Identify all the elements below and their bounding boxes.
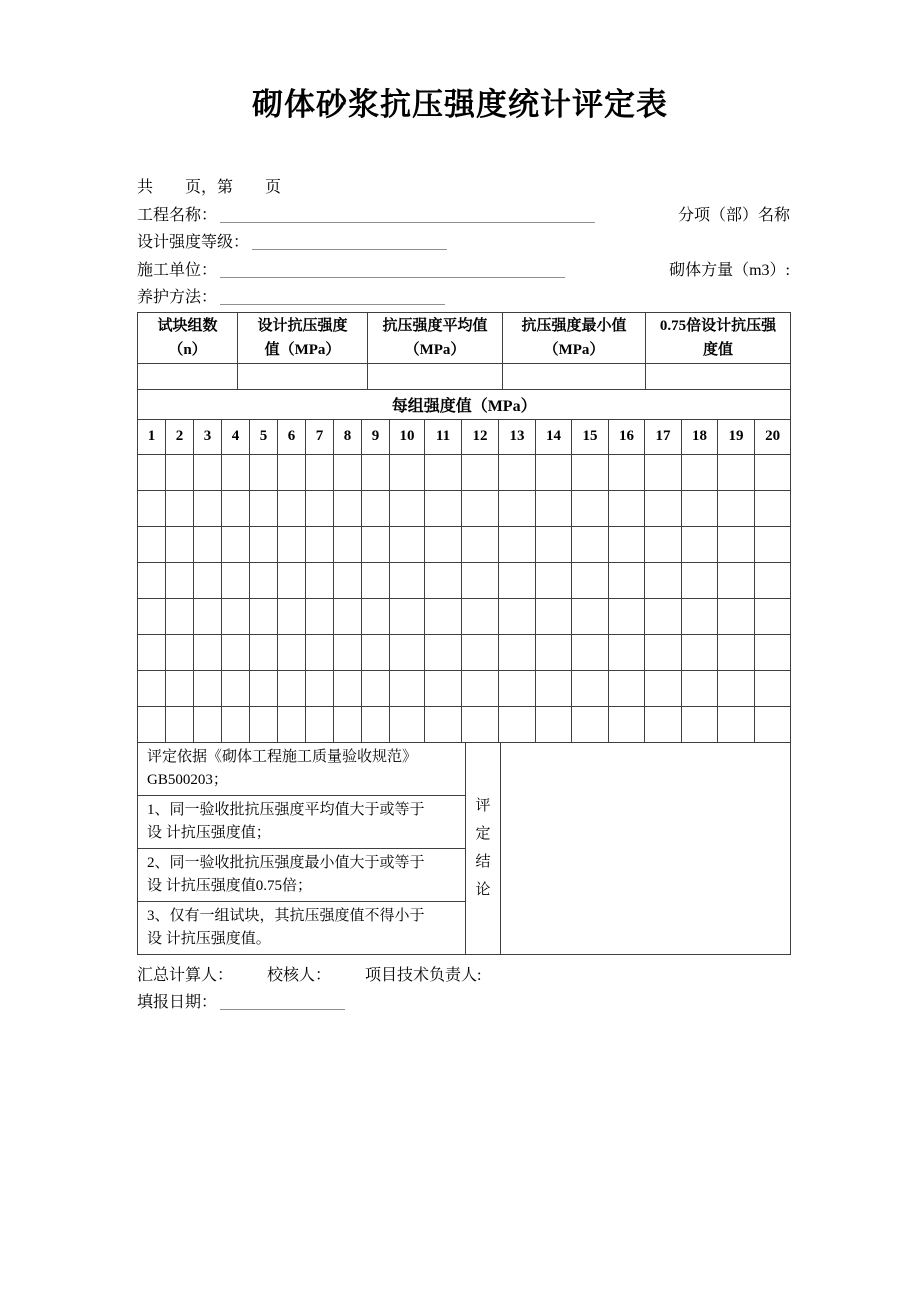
summary-col-design xyxy=(238,312,368,363)
strength-grid-cell xyxy=(499,706,536,742)
strength-grid-row xyxy=(138,562,791,598)
strength-grid-cell xyxy=(425,490,462,526)
strength-col-number: 11 xyxy=(425,419,462,454)
summary-col-minimum xyxy=(503,312,646,363)
form-footer xyxy=(137,962,790,1016)
strength-grid-cell xyxy=(536,526,572,562)
strength-grid-cell xyxy=(755,706,791,742)
strength-grid-cell xyxy=(718,670,755,706)
conclusion-value-cell xyxy=(501,742,791,954)
summary-col-groups-line1: 试块组数 xyxy=(157,317,218,334)
strength-grid-cell xyxy=(755,454,791,490)
tech-director-label: 项目技术负责人: xyxy=(365,966,482,984)
strength-grid-cell xyxy=(166,562,194,598)
design-grade-label: 设计强度等级： xyxy=(137,234,250,251)
strength-grid-cell xyxy=(425,670,462,706)
strength-grid-cell xyxy=(645,562,682,598)
strength-grid-cell xyxy=(306,490,334,526)
strength-grid-cell xyxy=(138,706,166,742)
strength-grid-row xyxy=(138,454,791,490)
strength-grid-cell xyxy=(425,598,462,634)
strength-grid-cell xyxy=(306,670,334,706)
form-header xyxy=(137,174,790,312)
strength-grid-cell xyxy=(462,526,499,562)
strength-grid-cell xyxy=(138,526,166,562)
strength-col-number: 8 xyxy=(334,419,362,454)
strength-grid-cell xyxy=(222,526,250,562)
criterion-1-cell xyxy=(138,795,466,848)
strength-grid-cell xyxy=(682,634,718,670)
strength-grid-cell xyxy=(166,670,194,706)
strength-grid-cell xyxy=(645,490,682,526)
criterion-1-line1: 1、同一验收批抗压强度平均值大于或等于 xyxy=(147,801,425,818)
strength-grid-cell xyxy=(194,562,222,598)
summary-table xyxy=(137,312,791,390)
summary-col-average-line1: 抗压强度平均值 xyxy=(382,317,488,334)
strength-grid-cell xyxy=(334,706,362,742)
construction-unit-label: 施工单位： xyxy=(137,261,218,279)
strength-grid-cell xyxy=(609,454,645,490)
conclusion-char: 结 xyxy=(475,853,491,870)
strength-col-number: 4 xyxy=(222,419,250,454)
evaluation-basis-line2: GB500203； xyxy=(147,771,228,788)
strength-grid-cell xyxy=(718,634,755,670)
strength-grid-cell xyxy=(536,634,572,670)
summary-col-minimum-line2: （MPa） xyxy=(543,341,605,358)
strength-grid-cell xyxy=(609,598,645,634)
strength-col-number: 20 xyxy=(755,419,791,454)
strength-grid-cell xyxy=(250,670,278,706)
strength-grid-cell xyxy=(278,490,306,526)
strength-grid-cell xyxy=(536,598,572,634)
strength-grid-cell xyxy=(278,526,306,562)
summary-col-075 xyxy=(646,312,791,363)
strength-grid-cell xyxy=(499,454,536,490)
strength-grid-cell xyxy=(718,526,755,562)
strength-grid-cell xyxy=(755,670,791,706)
strength-grid-row xyxy=(138,706,791,742)
strength-grid-cell xyxy=(718,454,755,490)
strength-grid-cell xyxy=(718,490,755,526)
summary-values-row xyxy=(138,363,791,389)
summary-col-075-line2: 度值 xyxy=(702,341,733,358)
construction-unit-line xyxy=(137,257,790,285)
strength-grid-row xyxy=(138,490,791,526)
strength-grid-cell xyxy=(306,454,334,490)
strength-grid-cell xyxy=(462,562,499,598)
summary-col-groups xyxy=(138,312,238,363)
strength-grid-cell xyxy=(572,526,609,562)
strength-grid-cell xyxy=(194,670,222,706)
summary-calculator-label: 汇总计算人： xyxy=(137,966,234,984)
evaluation-basis-row xyxy=(138,742,791,795)
strength-grid-cell xyxy=(222,454,250,490)
strength-grid-cell xyxy=(334,598,362,634)
strength-grid-cell xyxy=(718,598,755,634)
strength-col-number: 13 xyxy=(499,419,536,454)
strength-grid-cell xyxy=(390,670,425,706)
strength-grid-cell xyxy=(645,598,682,634)
strength-grid-cell xyxy=(609,706,645,742)
strength-grid-cell xyxy=(306,598,334,634)
strength-grid-cell xyxy=(138,490,166,526)
strength-grid-cell xyxy=(390,706,425,742)
strength-grid-cell xyxy=(194,706,222,742)
strength-grid-cell xyxy=(462,454,499,490)
strength-grid-cell xyxy=(390,634,425,670)
strength-table xyxy=(137,389,791,743)
evaluation-table xyxy=(137,742,791,955)
strength-grid-cell xyxy=(572,490,609,526)
strength-grid-cell xyxy=(572,706,609,742)
strength-grid-cell xyxy=(645,670,682,706)
strength-col-number: 3 xyxy=(194,419,222,454)
strength-col-number: 15 xyxy=(572,419,609,454)
strength-grid-cell xyxy=(462,706,499,742)
summary-value-cell xyxy=(646,363,791,389)
strength-grid-cell xyxy=(645,526,682,562)
strength-grid-cell xyxy=(250,454,278,490)
strength-grid-cell xyxy=(250,526,278,562)
strength-grid-cell xyxy=(222,634,250,670)
design-grade-line xyxy=(137,229,790,257)
strength-grid-cell xyxy=(166,490,194,526)
strength-group-header-row xyxy=(138,389,791,419)
criterion-3-cell xyxy=(138,901,466,954)
strength-grid-cell xyxy=(362,706,390,742)
strength-col-number: 18 xyxy=(682,419,718,454)
strength-grid-cell xyxy=(222,670,250,706)
strength-grid-cell xyxy=(138,598,166,634)
evaluation-basis-line1: 评定依据《砌体工程施工质量验收规范》 xyxy=(147,748,418,765)
strength-grid-cell xyxy=(755,490,791,526)
strength-grid-row xyxy=(138,634,791,670)
strength-grid-cell xyxy=(755,526,791,562)
strength-grid-body xyxy=(138,454,791,742)
project-name-label: 工程名称： xyxy=(137,206,218,224)
strength-grid-cell xyxy=(250,706,278,742)
strength-col-number: 7 xyxy=(306,419,334,454)
strength-grid-cell xyxy=(194,454,222,490)
strength-grid-cell xyxy=(390,526,425,562)
strength-grid-cell xyxy=(306,706,334,742)
strength-grid-cell xyxy=(222,598,250,634)
strength-col-number: 12 xyxy=(462,419,499,454)
strength-grid-cell xyxy=(609,526,645,562)
strength-grid-cell xyxy=(499,670,536,706)
strength-col-number: 5 xyxy=(250,419,278,454)
strength-grid-cell xyxy=(194,634,222,670)
strength-grid-cell xyxy=(609,634,645,670)
strength-grid-cell xyxy=(755,598,791,634)
conclusion-char: 论 xyxy=(475,881,491,898)
strength-grid-cell xyxy=(334,454,362,490)
strength-grid-cell xyxy=(138,634,166,670)
conclusion-label-cell xyxy=(466,742,501,954)
summary-value-cell xyxy=(138,363,238,389)
curing-method-line xyxy=(137,284,790,312)
strength-grid-cell xyxy=(609,562,645,598)
strength-grid-cell xyxy=(250,634,278,670)
construction-unit-blank xyxy=(220,264,565,278)
strength-grid-cell xyxy=(222,490,250,526)
strength-col-number: 16 xyxy=(609,419,645,454)
strength-grid-cell xyxy=(334,526,362,562)
strength-grid-cell xyxy=(718,706,755,742)
strength-grid-cell xyxy=(390,598,425,634)
strength-grid-cell xyxy=(250,562,278,598)
strength-grid-cell xyxy=(462,490,499,526)
strength-grid-cell xyxy=(166,634,194,670)
strength-grid-cell xyxy=(682,706,718,742)
strength-grid-cell xyxy=(362,490,390,526)
summary-col-design-line2: 值（MPa） xyxy=(264,341,341,358)
conclusion-char: 定 xyxy=(475,825,491,842)
summary-col-design-line1: 设计抗压强度 xyxy=(257,317,348,334)
strength-grid-cell xyxy=(682,526,718,562)
strength-grid-cell xyxy=(278,634,306,670)
conclusion-char: 评 xyxy=(475,797,491,814)
strength-grid-cell xyxy=(306,562,334,598)
strength-grid-cell xyxy=(572,634,609,670)
criterion-2-line2: 设 计抗压强度值0.75倍； xyxy=(147,877,313,894)
strength-grid-cell xyxy=(306,526,334,562)
page-title: 砌体砂浆抗压强度统计评定表 xyxy=(252,87,668,122)
strength-grid-cell xyxy=(645,454,682,490)
strength-grid-cell xyxy=(306,634,334,670)
strength-grid-cell xyxy=(278,598,306,634)
strength-grid-cell xyxy=(572,562,609,598)
summary-header-row xyxy=(138,312,791,363)
strength-grid-cell xyxy=(572,598,609,634)
project-name-blank xyxy=(220,209,595,223)
page-count-line: 共 页，第 页 xyxy=(137,179,282,196)
strength-grid-cell xyxy=(334,490,362,526)
strength-grid-cell xyxy=(645,634,682,670)
strength-col-number: 19 xyxy=(718,419,755,454)
strength-grid-cell xyxy=(362,670,390,706)
strength-grid-cell xyxy=(250,490,278,526)
strength-col-number: 1 xyxy=(138,419,166,454)
strength-grid-cell xyxy=(425,454,462,490)
strength-grid-cell xyxy=(536,454,572,490)
strength-grid-cell xyxy=(250,598,278,634)
subitem-name-label: 分项（部）名称 xyxy=(677,206,790,224)
summary-col-average xyxy=(368,312,503,363)
strength-grid-cell xyxy=(499,634,536,670)
strength-grid-cell xyxy=(362,562,390,598)
strength-grid-cell xyxy=(278,706,306,742)
strength-grid-cell xyxy=(536,670,572,706)
strength-grid-cell xyxy=(536,706,572,742)
strength-grid-cell xyxy=(222,706,250,742)
curing-method-blank xyxy=(220,291,445,305)
strength-col-number: 9 xyxy=(362,419,390,454)
strength-grid-cell xyxy=(334,562,362,598)
strength-col-number: 14 xyxy=(536,419,572,454)
strength-grid-cell xyxy=(362,634,390,670)
strength-grid-cell xyxy=(499,562,536,598)
strength-grid-cell xyxy=(609,490,645,526)
strength-grid-cell xyxy=(462,598,499,634)
conclusion-label xyxy=(466,748,500,948)
strength-grid-cell xyxy=(536,562,572,598)
strength-col-number: 10 xyxy=(390,419,425,454)
criterion-2-line1: 2、同一验收批抗压强度最小值大于或等于 xyxy=(147,854,425,871)
strength-grid-cell xyxy=(572,670,609,706)
strength-grid-cell xyxy=(682,562,718,598)
strength-grid-cell xyxy=(194,598,222,634)
fill-date-blank xyxy=(220,996,345,1010)
strength-grid-cell xyxy=(572,454,609,490)
strength-grid-cell xyxy=(362,454,390,490)
fill-date-label: 填报日期： xyxy=(137,993,218,1011)
strength-grid-cell xyxy=(278,670,306,706)
strength-grid-cell xyxy=(682,670,718,706)
evaluation-basis-cell xyxy=(138,742,466,795)
strength-grid-cell xyxy=(166,706,194,742)
strength-grid-row xyxy=(138,598,791,634)
criterion-1-line2: 设 计抗压强度值； xyxy=(147,824,271,841)
strength-group-header: 每组强度值（MPa） xyxy=(138,389,791,419)
strength-grid-cell xyxy=(390,490,425,526)
strength-grid-cell xyxy=(718,562,755,598)
strength-col-number: 17 xyxy=(645,419,682,454)
strength-grid-cell xyxy=(462,634,499,670)
strength-grid-cell xyxy=(755,562,791,598)
strength-grid-cell xyxy=(645,706,682,742)
summary-value-cell xyxy=(503,363,646,389)
signature-line xyxy=(137,962,790,989)
strength-grid-cell xyxy=(166,598,194,634)
summary-col-075-line1: 0.75倍设计抗压强 xyxy=(659,317,777,334)
strength-grid-row xyxy=(138,526,791,562)
strength-number-row xyxy=(138,419,791,454)
project-name-line xyxy=(137,202,790,230)
strength-grid-cell xyxy=(278,454,306,490)
fill-date-line xyxy=(137,989,790,1016)
strength-grid-row xyxy=(138,670,791,706)
strength-grid-cell xyxy=(334,634,362,670)
summary-col-minimum-line1: 抗压强度最小值 xyxy=(521,317,627,334)
summary-col-groups-line2: （n） xyxy=(168,341,207,358)
strength-grid-cell xyxy=(462,670,499,706)
strength-grid-cell xyxy=(499,490,536,526)
criterion-3-line2: 设 计抗压强度值。 xyxy=(147,930,271,947)
criterion-3-line1: 3、仅有一组试块，其抗压强度值不得小于 xyxy=(147,907,425,924)
strength-grid-cell xyxy=(362,526,390,562)
strength-grid-cell xyxy=(755,634,791,670)
summary-value-cell xyxy=(368,363,503,389)
strength-grid-cell xyxy=(425,526,462,562)
strength-grid-cell xyxy=(499,598,536,634)
curing-method-label: 养护方法： xyxy=(137,289,218,306)
strength-grid-cell xyxy=(536,490,572,526)
strength-grid-cell xyxy=(499,526,536,562)
masonry-volume-label: 砌体方量（m3）: xyxy=(669,261,790,279)
checker-label: 校核人： xyxy=(267,966,332,984)
strength-grid-cell xyxy=(390,562,425,598)
strength-grid-cell xyxy=(194,526,222,562)
strength-grid-cell xyxy=(682,490,718,526)
summary-col-average-line2: （MPa） xyxy=(404,341,466,358)
strength-grid-cell xyxy=(166,454,194,490)
criterion-2-cell xyxy=(138,848,466,901)
strength-grid-cell xyxy=(425,562,462,598)
strength-grid-cell xyxy=(609,670,645,706)
strength-grid-cell xyxy=(425,706,462,742)
summary-value-cell xyxy=(238,363,368,389)
strength-col-number: 6 xyxy=(278,419,306,454)
strength-grid-cell xyxy=(194,490,222,526)
strength-col-number: 2 xyxy=(166,419,194,454)
strength-grid-cell xyxy=(138,454,166,490)
strength-grid-cell xyxy=(222,562,250,598)
strength-grid-cell xyxy=(390,454,425,490)
strength-grid-cell xyxy=(425,634,462,670)
strength-grid-cell xyxy=(682,454,718,490)
design-grade-blank xyxy=(252,236,447,250)
strength-grid-cell xyxy=(334,670,362,706)
strength-grid-cell xyxy=(682,598,718,634)
strength-grid-cell xyxy=(362,598,390,634)
strength-grid-cell xyxy=(138,670,166,706)
strength-grid-cell xyxy=(278,562,306,598)
strength-grid-cell xyxy=(166,526,194,562)
strength-grid-cell xyxy=(138,562,166,598)
